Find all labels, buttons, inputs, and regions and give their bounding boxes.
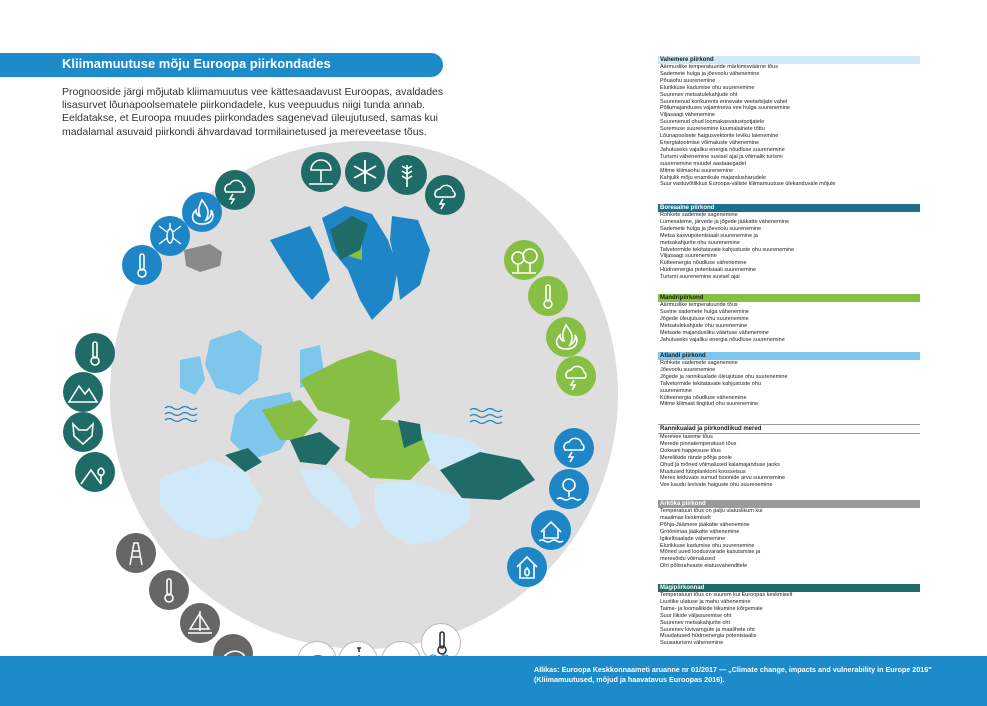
flood-house-icon	[531, 510, 571, 550]
legend-item: Kütteenergia nõudluse vähenemine	[660, 394, 747, 401]
legend-item: Kahjulik mõju enamikule majandusharudele	[660, 174, 767, 181]
legend-item: maailmas keskmiselt	[660, 514, 711, 521]
legend-section-title: Atlandi piirkond	[658, 352, 920, 360]
legend-item: Metsa kasvupotentsiaali suurenemine ja	[660, 232, 758, 239]
legend-item: Viljasaagi suurenemine	[660, 253, 717, 260]
legend-item: Kütteenergia nõudluse vähenemine	[660, 260, 747, 267]
legend-item: Hüdroenergia potentsiaali suurenemine	[660, 267, 757, 274]
legend-item: Lõunapoolsete haigusvektorite leviku laienemine	[660, 133, 779, 140]
legend-item: Turismi vähenemine suvisel ajal ja võimalik turismi	[660, 153, 783, 160]
legend-section	[658, 352, 920, 408]
legend-item: Suusaturismi vähenemine	[660, 640, 724, 647]
legend-item: Turismi suurenemine suvisel ajal	[660, 274, 740, 281]
crop-icon	[387, 155, 427, 195]
legend-section	[658, 294, 920, 343]
legend-item: Temperatuuri tõus on palju ulatuslikum kui	[660, 508, 763, 514]
legend-item: Metsatulekahjude ohu suurenemine	[660, 322, 748, 329]
legend-item: Sademete hulga ja jõevoolu suurenemine	[660, 225, 762, 232]
legend-item: Viljasaagi vähenemine	[660, 112, 715, 119]
wildfire-icon	[546, 317, 586, 357]
legend-section-title: Boreaalne piirkond	[658, 204, 920, 212]
legend-item: Jõevoolu suurenemine	[660, 366, 716, 373]
legend-section-title: Rannikualad ja piirkondlikud mered	[658, 424, 920, 434]
legend-item: meresõidu võimalused	[660, 556, 716, 563]
legend-section-title: Mägipiirkonnad	[658, 584, 920, 592]
thermometer-icon	[528, 276, 568, 316]
legend-section-title: Arktika piirkond	[658, 500, 920, 508]
storm-cloud-icon	[425, 175, 465, 215]
legend-item: Jõgede üleujutuse ohu suurenemine	[660, 315, 749, 322]
intro-paragraph: Prognooside järgi mõjutab kliimamuutus vee kättesaadavust Euroopas, avaldades lisasurvet lõunapoolsematele piirkondadele, kus veepuudus niigi tunda annab. Eeldatakse, et Euroopa muudes piirkondades sagenevad üleujutused, samas kui madalamal asuvaid piirkondi ähvardavad tormilainetused ja mereveetase tõus.	[62, 86, 444, 138]
oil-rig-icon	[116, 533, 156, 573]
legend-item: Jahutuseks vajaliku energia nõudluse suurenemine	[660, 336, 785, 343]
legend-item: Suur liikide väljasuremise oht	[660, 612, 732, 619]
storm-cloud-icon	[556, 356, 596, 396]
mountain-icon	[63, 372, 103, 412]
legend-item: Oht põlisrahvaste elatusvahenditele	[660, 563, 748, 570]
legend-item: Talvetormide tekitatavate kahjustuste ohu	[660, 380, 761, 387]
legend-item: Metsade majandusliku väärtuse vähenemine	[660, 329, 769, 336]
legend-item: Põhja-Jäämere jääkatte vähenemine	[660, 521, 750, 528]
storm-cloud-icon	[554, 428, 594, 468]
legend-item: Taime- ja loomaliikide liikumine kõrgemale	[660, 605, 763, 612]
legend-item: Suremuse suurenemine kuumalainete tõttu	[660, 126, 765, 133]
legend-item: Meres leiduvate surnud tsoonide arvu suurenemine	[660, 475, 786, 482]
legend-section-title: Vahemere piirkond	[658, 56, 920, 64]
mountain-plant-icon	[75, 452, 115, 492]
legend-item: Lumesateme, järvede ja jõgede jääkatte vähenemine	[660, 218, 790, 225]
flood-forest-icon	[549, 469, 589, 509]
legend-item: Jõgede ja rannikualade üleujutuse ohu suurenemine	[660, 373, 788, 380]
legend-item: Ookeani happesuse tõus	[660, 447, 721, 454]
forest-icon	[504, 240, 544, 280]
legend-item: Põllumajanduses vajamineva vee hulga suurenemine	[660, 105, 790, 112]
legend-item: Põuaohu suurenemine	[660, 77, 716, 84]
legend-item: Elurikkuse kadumise ohu suurenemine	[660, 542, 755, 549]
legend-section	[658, 424, 920, 489]
house-fire-icon	[507, 547, 547, 587]
legend-item: Sademete hulga ja jõevoolu vähenemine	[660, 70, 760, 77]
legend-item: Elurikkuse kadumise ohu suurenemine	[660, 84, 755, 91]
legend-item: Gröönimaa jääkatte vähenemine	[660, 528, 740, 535]
legend-item: Rohkete sademete sagenemine	[660, 360, 738, 366]
snowflake-icon	[345, 152, 385, 192]
legend-item: Suurenenud konkurents erinevate veetarbijate vahel	[660, 98, 788, 105]
legend-item: Mitme kliimaohu suurenemine	[660, 167, 734, 174]
footer-bar	[0, 656, 987, 706]
legend-item: Suurenenud ohud loomakasvatustootjatele	[660, 119, 765, 126]
legend-section	[658, 500, 920, 570]
legend-item: Merede pinnatemperatuuri tõus	[660, 440, 737, 447]
legend-item: Igikeltsaalade vähenemine	[660, 535, 726, 542]
legend-item: Äärmuslike temperatuuride märkimisväärne tõus	[660, 64, 778, 70]
legend-item: Liustike ulatuse ja mahu vähenemine	[660, 598, 751, 605]
legend-item: Äärmuslike temperatuuride tõus	[660, 302, 738, 308]
legend-item: Merevee taseme tõus	[660, 434, 713, 440]
legend-section-title: Mandripiirkond	[658, 294, 920, 302]
legend-section	[658, 56, 920, 188]
legend-item: Vee kaudu levivate haiguste ohu suurenemine	[660, 482, 773, 489]
legend-item: Energiatootmise võimaluste vähenemine	[660, 139, 760, 146]
page-title: Kliimamuutuse mõju Euroopa piirkondades	[62, 56, 331, 71]
legend-item: suurenemine muudel aastaaegadel	[660, 160, 746, 167]
legend-item: Rohkete sademete sagenemine	[660, 212, 738, 218]
legend-item: Suurenev kivivarngute ja maalihete oht	[660, 626, 755, 633]
legend-item: Mõned uued loodusvarade kasutamise ja	[660, 549, 761, 556]
legend-item: Muudatused hüdroenergia potentsiaalis	[660, 633, 757, 640]
source-note: Allikas: Euroopa Keskkonnaameti aruanne nr 01/2017 — „Climate change, impacts and vulnerability in Europe 2016" (Kliimamuutused, mõjud ja haavatavus Euroopas 2016).	[534, 665, 932, 684]
fox-icon	[63, 412, 103, 452]
legend-item: suurenemine	[660, 387, 692, 394]
legend-item: Suur vastuvõtlikkus Euroopa-väliste kliimamuutuse ülekanduvale mõjule	[660, 181, 836, 188]
legend-item: Mereliikide rände põhja poole	[660, 454, 732, 461]
legend-section	[658, 204, 920, 281]
legend-item: Temperatuuri tõus on suurem kui Euroopas keskmiselt	[660, 592, 793, 598]
legend-item: Suurenev metsatulekahjude oht	[660, 91, 738, 98]
legend-item: Ohud ja mõned võimalused kalamajanduse jaoks	[660, 461, 780, 468]
legend-item: Jahutuseks vajaliku energia nõudluse suurenemine	[660, 146, 785, 153]
legend-item: Talvetormide tekitatavate kahjustuste ohu suurenemine	[660, 246, 795, 253]
thermometer-icon	[75, 333, 115, 373]
thermometer-icon	[122, 245, 162, 285]
legend-section	[658, 584, 920, 647]
legend-item: metsakahjurite ohu suurenemine	[660, 239, 740, 246]
legend-item: Suvine sademete hulga vähenemine	[660, 308, 749, 315]
legend-item: Muutused fütoplanktoni koosseisus	[660, 468, 746, 475]
beach-heat-icon	[301, 152, 341, 192]
legend-item: Suurenev metsakahjurite oht	[660, 619, 731, 626]
legend-item: Mitme kliimast tingitud ohu suurenemine	[660, 401, 759, 408]
